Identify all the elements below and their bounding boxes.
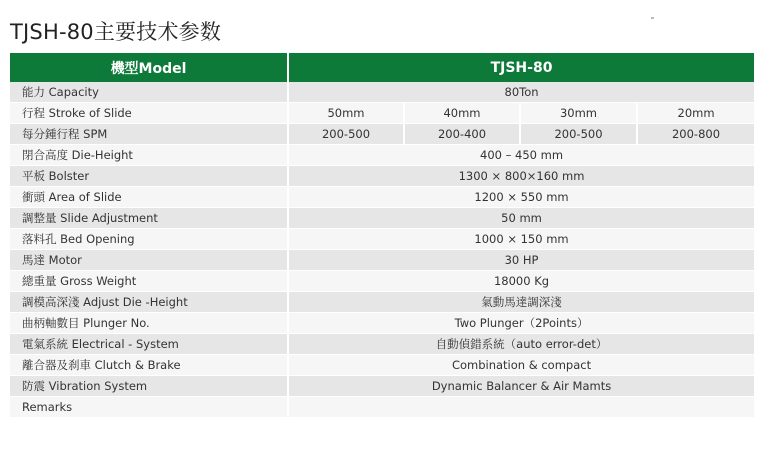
table-row [10, 250, 754, 271]
row-value: 50mm [288, 103, 404, 124]
row-value: 50 mm [288, 208, 754, 229]
row-value: 1000 × 150 mm [288, 229, 754, 250]
table-row [10, 124, 754, 145]
row-value: Two Plunger（2Points） [288, 313, 754, 334]
row-label: 離合器及刹車 Clutch & Brake [10, 355, 288, 376]
row-label: 落料孔 Bed Opening [10, 229, 288, 250]
table-row [10, 166, 754, 187]
row-label: 電氣系統 Electrical - System [10, 334, 288, 355]
row-label: Remarks [10, 397, 288, 418]
header-model-label: 機型Model [10, 53, 288, 82]
row-value: Dynamic Balancer & Air Mamts [288, 376, 754, 397]
table-row [10, 82, 754, 103]
spec-body [10, 82, 754, 418]
row-label: 平板 Bolster [10, 166, 288, 187]
spec-table [10, 53, 754, 418]
table-row [10, 397, 754, 418]
table-row [10, 208, 754, 229]
row-value: 自動偵錯系統（auto error-det） [288, 334, 754, 355]
table-header-row [10, 53, 754, 82]
row-value: 200-500 [288, 124, 404, 145]
table-row [10, 376, 754, 397]
table-row [10, 334, 754, 355]
row-value: 200-400 [404, 124, 520, 145]
row-label: 行程 Stroke of Slide [10, 103, 288, 124]
row-value: Combination & compact [288, 355, 754, 376]
row-label: 馬達 Motor [10, 250, 288, 271]
row-value [288, 397, 754, 418]
row-value: 200-500 [520, 124, 637, 145]
row-label: 衝頭 Area of Slide [10, 187, 288, 208]
decorative-dot [651, 17, 654, 19]
row-value: 40mm [404, 103, 520, 124]
table-row [10, 187, 754, 208]
table-row [10, 145, 754, 166]
row-value: 1300 × 800×160 mm [288, 166, 754, 187]
row-label: 能力 Capacity [10, 82, 288, 103]
table-row [10, 313, 754, 334]
row-value: 400 – 450 mm [288, 145, 754, 166]
table-row [10, 292, 754, 313]
row-value: 30 HP [288, 250, 754, 271]
row-value: 200-800 [637, 124, 754, 145]
row-value: 1200 × 550 mm [288, 187, 754, 208]
table-row [10, 271, 754, 292]
row-value: 18000 Kg [288, 271, 754, 292]
table-row [10, 355, 754, 376]
row-value: 80Ton [288, 82, 754, 103]
header-model-value: TJSH-80 [288, 53, 754, 82]
row-value: 20mm [637, 103, 754, 124]
row-label: 調整量 Slide Adjustment [10, 208, 288, 229]
row-label: 防震 Vibration System [10, 376, 288, 397]
row-value: 30mm [520, 103, 637, 124]
row-label: 閉合高度 Die-Height [10, 145, 288, 166]
row-label: 調模高深淺 Adjust Die -Height [10, 292, 288, 313]
row-label: 每分鍾行程 SPM [10, 124, 288, 145]
row-label: 曲柄軸數目 Plunger No. [10, 313, 288, 334]
page-title: TJSH-80主要技术参数 [10, 20, 222, 44]
row-label: 總重量 Gross Weight [10, 271, 288, 292]
row-value: 氣動馬達調深淺 [288, 292, 754, 313]
table-row [10, 229, 754, 250]
table-row [10, 103, 754, 124]
